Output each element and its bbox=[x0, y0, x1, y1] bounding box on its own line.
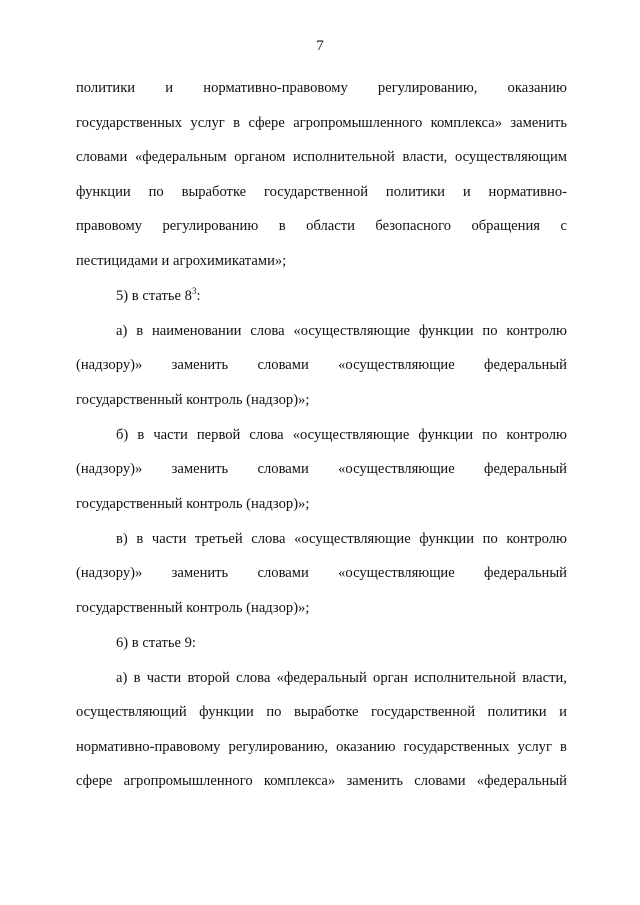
word: функции bbox=[199, 704, 254, 720]
word: и bbox=[462, 184, 471, 200]
word: политики bbox=[76, 80, 136, 96]
word: заменить bbox=[171, 357, 229, 373]
word: в bbox=[136, 323, 144, 339]
word: в bbox=[136, 531, 144, 547]
word: услуг bbox=[190, 115, 225, 131]
word: заменить bbox=[346, 773, 404, 789]
word: заменить bbox=[171, 565, 229, 581]
word: и bbox=[165, 80, 174, 96]
word: «осуществляющие bbox=[293, 323, 410, 339]
word: осуществляющий bbox=[76, 704, 187, 720]
word: в bbox=[137, 427, 145, 443]
word: нормативно- bbox=[488, 184, 567, 200]
word: с bbox=[560, 218, 567, 234]
word: исполнительной bbox=[293, 149, 395, 165]
word: и bbox=[559, 704, 567, 720]
word: части bbox=[153, 427, 188, 443]
word: части bbox=[151, 531, 187, 547]
text-line bbox=[76, 216, 567, 236]
superscript: 3 bbox=[191, 286, 197, 296]
word: осуществляющим bbox=[454, 149, 567, 165]
word: в bbox=[278, 218, 286, 234]
heading-suffix: : bbox=[196, 288, 201, 304]
text-line bbox=[76, 771, 567, 791]
word: регулированию, bbox=[228, 739, 328, 755]
word: федеральный bbox=[484, 357, 567, 373]
word: по bbox=[148, 184, 164, 200]
word: «федеральный bbox=[476, 773, 567, 789]
word: органом bbox=[234, 149, 286, 165]
list-item-heading bbox=[116, 286, 567, 306]
word: государственной bbox=[371, 704, 476, 720]
word: выработке bbox=[181, 184, 247, 200]
word: первой bbox=[196, 427, 241, 443]
word: (надзору)» bbox=[76, 357, 143, 373]
word: слова bbox=[250, 323, 285, 339]
word: словами bbox=[257, 461, 309, 477]
word: политики bbox=[385, 184, 445, 200]
word: сфере bbox=[76, 773, 113, 789]
word: «осуществляющие bbox=[338, 461, 455, 477]
word: сфере bbox=[248, 115, 285, 131]
word: выработке bbox=[293, 704, 359, 720]
word: нормативно-правовому bbox=[203, 80, 348, 96]
word: оказанию bbox=[507, 80, 567, 96]
word: безопасного bbox=[375, 218, 451, 234]
word: в) bbox=[116, 531, 128, 547]
word: оказанию bbox=[336, 739, 396, 755]
word: третьей bbox=[194, 531, 243, 547]
word: части bbox=[146, 670, 182, 686]
word: «осуществляющие bbox=[338, 357, 455, 373]
word: «осуществляющие bbox=[338, 565, 455, 581]
word: функции bbox=[76, 184, 131, 200]
text-line: пестицидами и агрохимикатами»; bbox=[76, 253, 287, 269]
word: слова bbox=[249, 427, 284, 443]
text-line bbox=[116, 321, 567, 341]
word: наименовании bbox=[151, 323, 242, 339]
word: федеральный bbox=[484, 461, 567, 477]
word: регулированию bbox=[162, 218, 259, 234]
word: (надзору)» bbox=[76, 565, 143, 581]
word: слова bbox=[236, 670, 271, 686]
word: услуг bbox=[517, 739, 552, 755]
text-line: государственный контроль (надзор)»; bbox=[76, 600, 310, 616]
text-line: государственный контроль (надзор)»; bbox=[76, 496, 310, 512]
word: в bbox=[233, 115, 241, 131]
word: контролю bbox=[506, 323, 567, 339]
word: регулированию, bbox=[377, 80, 478, 96]
word: орган bbox=[373, 670, 408, 686]
word: области bbox=[306, 218, 355, 234]
page-number: 7 bbox=[316, 38, 324, 54]
word: слова bbox=[251, 531, 286, 547]
word: исполнительной bbox=[414, 670, 516, 686]
word: по bbox=[482, 323, 498, 339]
word: «федеральным bbox=[134, 149, 227, 165]
word: государственных bbox=[76, 115, 183, 131]
text-line bbox=[76, 113, 567, 133]
word: по bbox=[266, 704, 282, 720]
word: по bbox=[482, 427, 498, 443]
text-line bbox=[76, 459, 567, 479]
word: в bbox=[560, 739, 567, 755]
text-line bbox=[76, 78, 567, 98]
word: заменить bbox=[171, 461, 229, 477]
text-line: государственный контроль (надзор)»; bbox=[76, 392, 310, 408]
word: функции bbox=[418, 427, 474, 443]
word: а) bbox=[116, 323, 128, 339]
word: в bbox=[133, 670, 141, 686]
word: контролю bbox=[506, 531, 567, 547]
word: функции bbox=[419, 531, 475, 547]
word: обращения bbox=[471, 218, 540, 234]
text-line bbox=[76, 702, 567, 722]
text-line bbox=[76, 355, 567, 375]
word: агропромышленного bbox=[123, 773, 253, 789]
word: «федеральный bbox=[276, 670, 367, 686]
word: государственных bbox=[403, 739, 510, 755]
word: «осуществляющие bbox=[294, 531, 411, 547]
word: «осуществляющие bbox=[292, 427, 410, 443]
word: словами bbox=[414, 773, 466, 789]
word: б) bbox=[116, 427, 129, 443]
word: контролю bbox=[506, 427, 567, 443]
text-line bbox=[76, 147, 567, 167]
word: нормативно-правовому bbox=[76, 739, 221, 755]
word: а) bbox=[116, 670, 128, 686]
word: (надзору)» bbox=[76, 461, 143, 477]
word: комплекса» bbox=[263, 773, 336, 789]
word: заменить bbox=[510, 115, 567, 131]
word: словами bbox=[76, 149, 128, 165]
word: по bbox=[482, 531, 498, 547]
word: политики bbox=[487, 704, 547, 720]
text-line bbox=[116, 425, 567, 445]
word: словами bbox=[257, 565, 309, 581]
word: агропромышленного bbox=[293, 115, 423, 131]
word: власти, bbox=[402, 149, 448, 165]
list-item-heading: 6) в статье 9: bbox=[116, 635, 196, 651]
word: власти, bbox=[522, 670, 567, 686]
word: федеральный bbox=[484, 565, 567, 581]
text-line bbox=[76, 737, 567, 757]
text-line bbox=[116, 529, 567, 549]
word: правовому bbox=[76, 218, 143, 234]
word: государственной bbox=[264, 184, 369, 200]
word: функции bbox=[418, 323, 474, 339]
text-line bbox=[116, 668, 567, 688]
heading-text: 5) в статье 8 bbox=[116, 288, 192, 304]
text-line bbox=[76, 563, 567, 583]
word: словами bbox=[257, 357, 309, 373]
word: комплекса» bbox=[430, 115, 502, 131]
word: второй bbox=[187, 670, 230, 686]
text-line bbox=[76, 182, 567, 202]
